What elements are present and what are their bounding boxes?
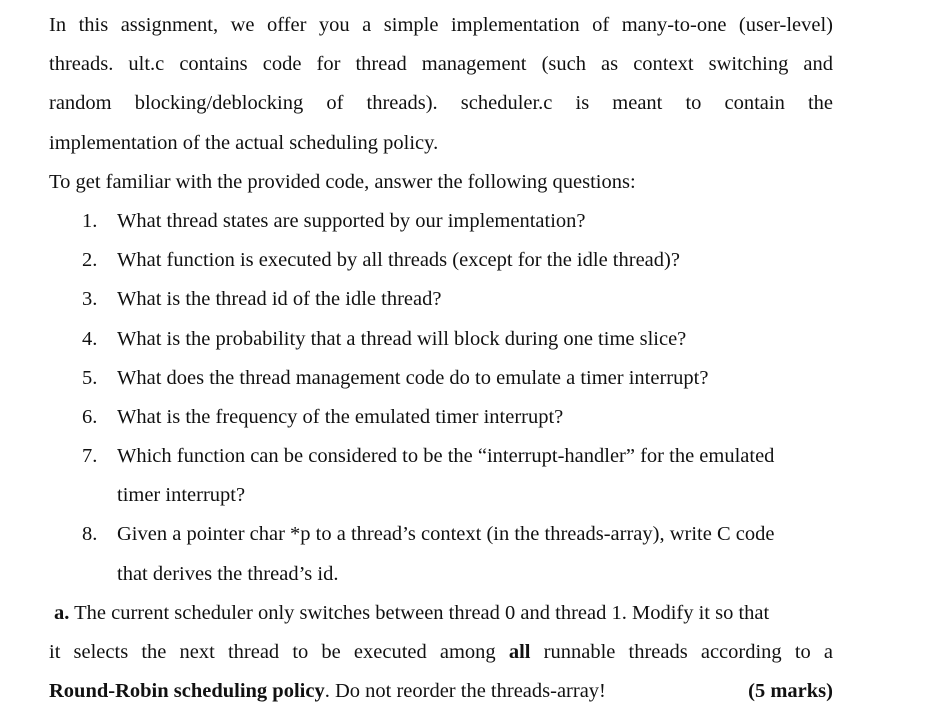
task-a-line-1 [49,594,833,633]
intro-line-3: random blocking/deblocking of threads). scheduler.c is meant to contain the [49,92,833,115]
task-a-text-2b: runnable threads according to a [530,641,834,663]
question-text: What is the probability that a thread will block during one time slice? [117,327,687,350]
question-text: Given a pointer char *p to a thread’s context (in the threads-array), write C code [117,523,775,546]
intro-line-2: threads. ult.c contains code for thread management (such as context switching and [49,53,833,76]
task-a-label: a. [54,601,70,624]
task-a-text-2a: it selects the next thread to be executed among [49,641,509,663]
question-item-8 [49,515,833,554]
task-a-line-3 [49,672,833,711]
questions-list [49,202,833,594]
task-a-line-2 [49,633,833,672]
question-item-3 [49,280,833,319]
question-item-7 [49,437,833,476]
question-text: that derives the thread’s id. [117,562,339,585]
task-a-policy-name: Round-Robin scheduling policy [49,680,325,703]
question-text: What thread states are supported by our implementation? [117,209,586,232]
intro-line-1: In this assignment, we offer you a simple implementation of many-to-one (user-level) [49,14,833,36]
question-item-4 [49,320,833,359]
question-number: 1. [82,209,98,232]
question-text: timer interrupt? [117,484,246,507]
question-number: 2. [82,249,98,272]
question-text: What is the thread id of the idle thread? [117,288,442,311]
marks-badge: (5 marks) [748,680,833,703]
task-a [49,594,833,712]
questions-intro: To get familiar with the provided code, answer the following questions: [49,170,636,193]
question-item-7-continued [49,476,833,515]
question-number: 4. [82,327,98,350]
task-a-emphasis-all: all [508,641,531,663]
question-item-5 [49,359,833,398]
question-number: 3. [82,288,98,311]
question-text: What function is executed by all threads (except for the idle thread)? [117,249,680,272]
task-a-text-1: The current scheduler only switches between thread 0 and thread 1. Modify it so that [69,601,770,624]
question-item-1 [49,202,833,241]
question-item-6 [49,398,833,437]
question-number: 7. [82,445,98,468]
question-item-2 [49,241,833,280]
question-item-8-continued [49,555,833,594]
question-text: What is the frequency of the emulated timer interrupt? [117,405,564,428]
question-number: 6. [82,405,98,428]
question-number: 8. [82,523,98,546]
question-text: What does the thread management code do to emulate a timer interrupt? [117,366,709,389]
assignment-document [49,6,833,711]
question-text: Which function can be considered to be the “interrupt-handler” for the emulated [117,445,775,468]
question-number: 5. [82,366,98,389]
task-a-text-3: . Do not reorder the threads-array! [324,680,606,703]
intro-line-4: implementation of the actual scheduling policy. [49,131,439,154]
